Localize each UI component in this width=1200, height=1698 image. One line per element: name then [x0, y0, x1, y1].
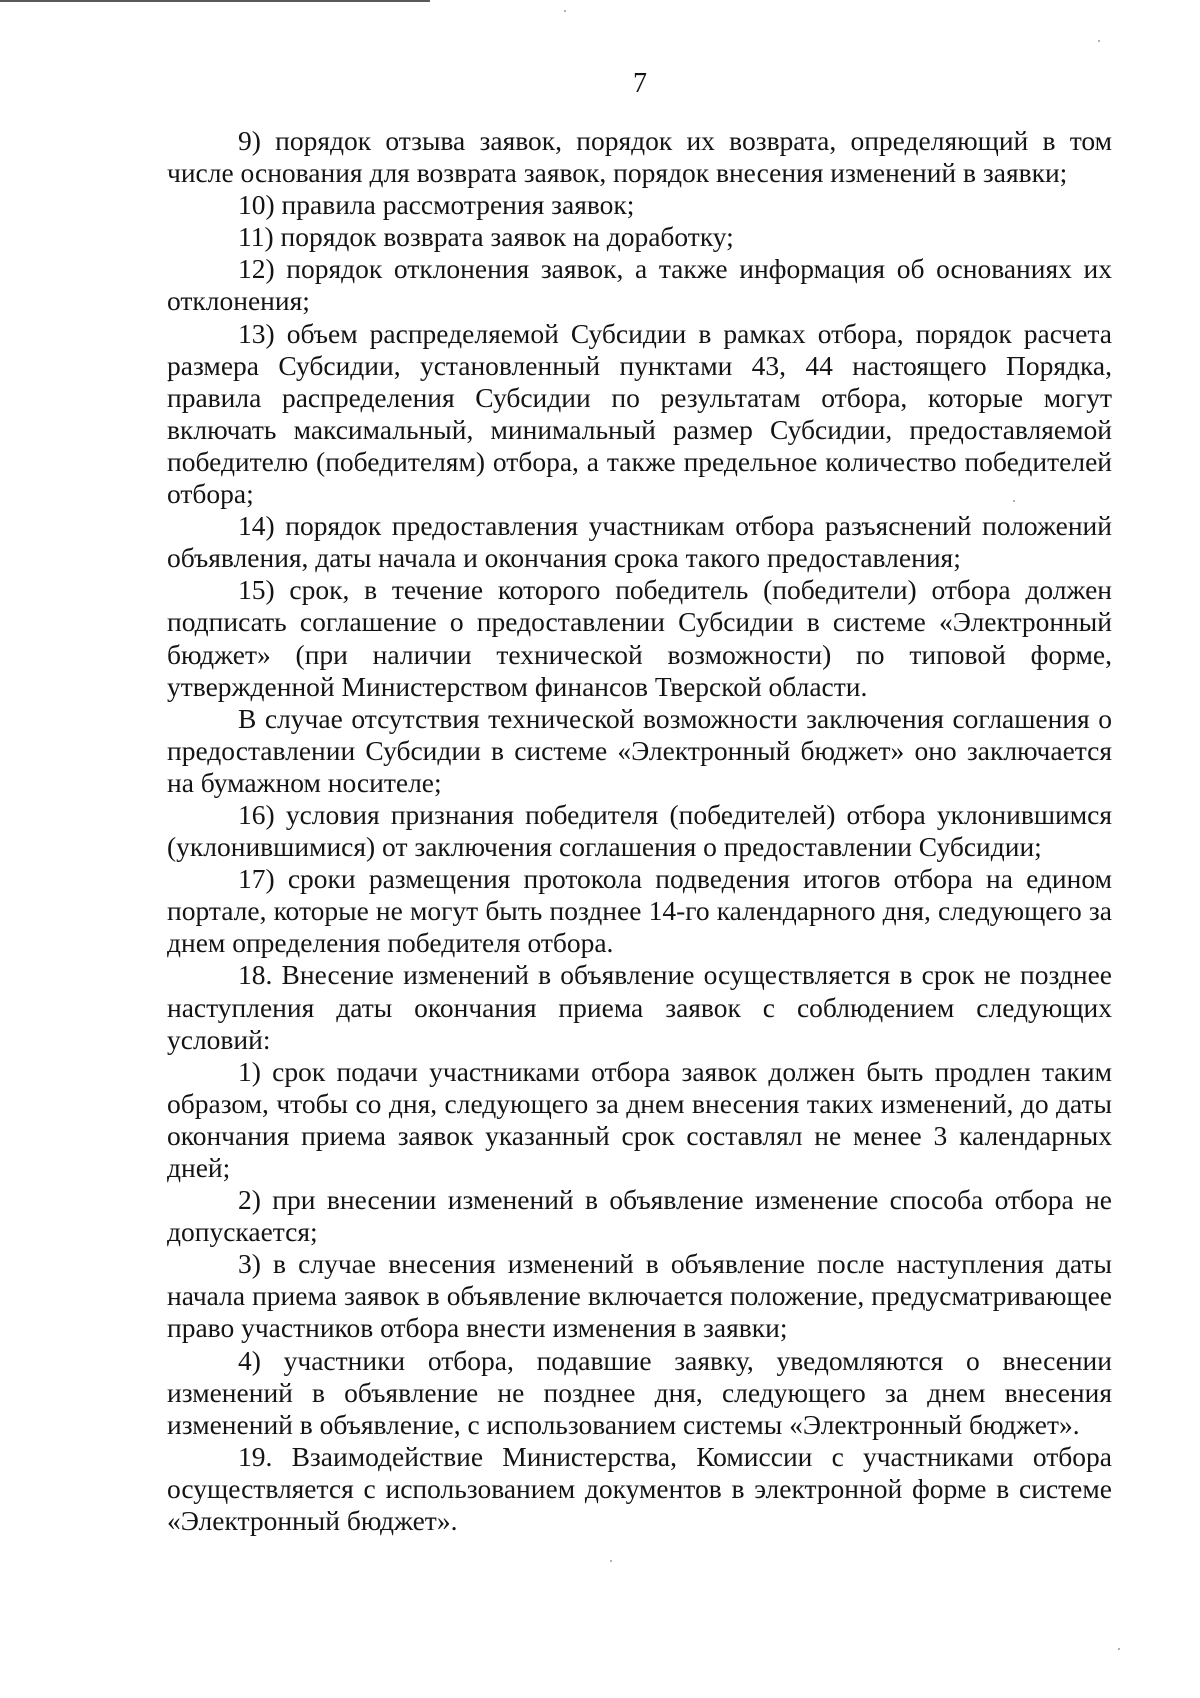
scan-speck: [1098, 40, 1100, 42]
page-number: 7: [633, 68, 647, 99]
paragraph-section-19: 19. Взаимодействие Министерства, Комиссии с участниками отбора осуществляется с использованием документов в электронной форме в системе «Электронный бюджет».: [167, 1440, 1112, 1537]
paragraph-condition-4: 4) участники отбора, подавшие заявку, уведомляются о внесении изменений в объявление не позднее дня, следующего за днем внесения изменений в объявление, с использованием системы «Электронный бюджет».: [167, 1344, 1112, 1440]
document-body: [167, 125, 1112, 1537]
paragraph-condition-3: 3) в случае внесения изменений в объявление после наступления даты начала приема заявок в объявление включается положение, предусматривающее право участников отбора внести изменения в заявки;: [167, 1248, 1112, 1344]
paragraph-section-18: 18. Внесение изменений в объявление осуществляется в срок не позднее наступления даты окончания приема заявок с соблюдением следующих условий:: [167, 959, 1112, 1055]
paragraph-item-17: 17) сроки размещения протокола подведения итогов отбора на едином портале, которые не могут быть позднее 14-го календарного дня, следующего за днем определения победителя отбора.: [167, 863, 1112, 959]
paragraph-item-16: 16) условия признания победителя (победителей) отбора уклонившимся (уклонившимися) от заключения соглашения о предоставлении Субсидии;: [167, 798, 1112, 863]
paragraph-item-10: 10) правила рассмотрения заявок;: [238, 189, 635, 221]
scan-edge-line: [0, 0, 430, 2]
paragraph-condition-1: 1) срок подачи участниками отбора заявок должен быть продлен таким образом, чтобы со дня, следующего за днем внесения таких изменений, до даты окончания приема заявок указанный срок составлял не менее 3 календарных дней;: [167, 1055, 1112, 1183]
paragraph-item-9: 9) порядок отзыва заявок, порядок их возврата, определяющий в том числе основания для возврата заявок, порядок внесения изменений в заявки;: [167, 125, 1112, 189]
paragraph-item-12: 12) порядок отклонения заявок, а также информация об основаниях их отклонения;: [167, 253, 1112, 317]
paragraph-item-13: 13) объем распределяемой Субсидии в рамках отбора, порядок расчета размера Субсидии, установленный пунктами 43, 44 настоящего Порядка, правила распределения Субсидии по результатам отбора, которые могут включать максимальный, минимальный размер Субсидии, предоставляемой победителю (победителям) отбора, а также предельное количество победителей отбора;: [167, 317, 1112, 510]
paragraph-item-15-note: В случае отсутствия технической возможности заключения соглашения о предоставлении Субсидии в системе «Электронный бюджет» оно заключается на бумажном носителе;: [167, 702, 1112, 798]
paragraph-item-14: 14) порядок предоставления участникам отбора разъяснений положений объявления, даты начала и окончания срока такого предоставления;: [167, 510, 1112, 574]
scan-speck: [564, 10, 566, 12]
scan-speck: [610, 1560, 612, 1562]
scan-speck: [1118, 1648, 1120, 1650]
paragraph-item-15: 15) срок, в течение которого победитель (победители) отбора должен подписать соглашение о предоставлении Субсидии в системе «Электронный бюджет» (при наличии технической возможности) по типовой форме, утвержденной Министерством финансов Тверской области.: [167, 574, 1112, 702]
paragraph-item-11: 11) порядок возврата заявок на доработку;: [238, 221, 734, 253]
paragraph-condition-2: 2) при внесении изменений в объявление изменение способа отбора не допускается;: [167, 1184, 1112, 1248]
